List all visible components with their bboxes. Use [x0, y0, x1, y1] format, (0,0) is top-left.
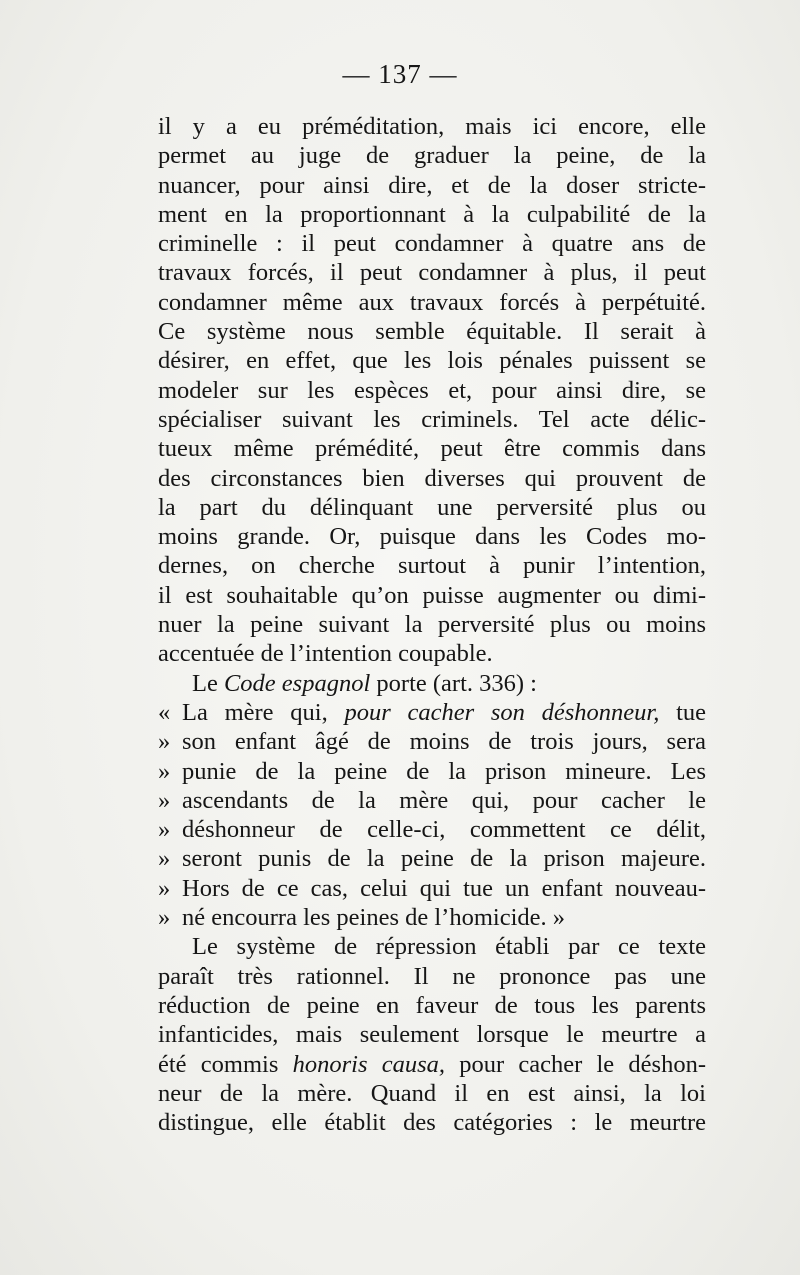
text-segment: des circonstances bien diverses qui prouvent de	[158, 464, 706, 492]
text-segment: il y a eu préméditation, mais ici encore, elle	[158, 113, 706, 140]
text-segment: condamner même aux travaux forcés à perpétuité.	[158, 288, 706, 316]
text-segment: désirer, en effet, que les lois pénales puissent se	[158, 347, 706, 375]
text-segment: distingue, elle établit des catégories : le meurtre	[158, 1109, 706, 1137]
text-segment: travaux forcés, il peut condamner à plus, il peut	[158, 259, 706, 287]
page-number: — 137 —	[342, 59, 458, 89]
text-line	[158, 171, 706, 200]
text-segment: neur de la mère. Quand il en est ainsi, la loi	[158, 1079, 706, 1107]
text-segment: tue	[659, 698, 707, 726]
text-line	[158, 581, 706, 610]
text-line	[158, 376, 706, 405]
text-segment: dernes, on cherche surtout à punir l’intention,	[158, 552, 706, 580]
text-line	[158, 991, 706, 1020]
text-line	[158, 346, 706, 375]
text-line	[158, 844, 706, 873]
text-line	[158, 610, 706, 639]
text-segment: Hors de ce cas, celui qui tue un enfant nouveau-	[182, 874, 706, 902]
text-line	[158, 405, 706, 434]
text-line	[158, 962, 706, 991]
text-segment: né encourra les peines de l’homicide. »	[182, 904, 566, 932]
quote-mark: »	[158, 816, 171, 844]
text-segment: seront punis de la peine de la prison majeure.	[182, 845, 706, 873]
quote-mark: »	[158, 845, 171, 873]
text-segment: porte (art. 336) :	[370, 669, 537, 697]
text-segment: réduction de peine en faveur de tous les parents	[158, 991, 706, 1019]
text-segment: spécialiser suivant les criminels. Tel acte délic-	[158, 405, 706, 433]
text-line	[158, 1108, 706, 1137]
text-line	[158, 464, 706, 493]
text-line	[158, 229, 706, 258]
quote-mark: »	[158, 786, 171, 814]
text-segment: modeler sur les espèces et, pour ainsi dire, se	[158, 376, 706, 404]
text-line	[158, 698, 706, 727]
text-line	[158, 434, 706, 463]
text-segment: tueux même prémédité, peut être commis dans	[158, 435, 706, 463]
quote-mark: »	[158, 728, 171, 756]
text-line	[158, 317, 706, 346]
quote-mark: »	[158, 874, 171, 902]
text-line	[158, 669, 706, 698]
text-line	[158, 258, 706, 287]
quote-mark: »	[158, 757, 171, 785]
quote-mark: »	[158, 904, 171, 932]
text-line	[158, 493, 706, 522]
text-line	[158, 874, 706, 903]
text-segment: paraît très rationnel. Il ne prononce pas une	[158, 962, 706, 990]
text-line	[158, 1020, 706, 1049]
text-line	[158, 112, 706, 141]
text-segment: nuer la peine suivant la perversité plus ou moins	[158, 611, 706, 639]
text-segment: pour cacher le déshon-	[445, 1050, 706, 1078]
text-segment: Le	[192, 669, 224, 697]
text-segment: accentuée de l’intention coupable.	[158, 640, 493, 668]
italic-segment: Code espagnol	[223, 669, 371, 697]
text-segment: La mère qui,	[182, 698, 345, 726]
text-line	[158, 288, 706, 317]
text-segment: infanticides, mais seulement lorsque le meurtre a	[158, 1021, 706, 1049]
text-line	[158, 639, 706, 668]
text-line	[158, 522, 706, 551]
text-segment: déshonneur de celle-ci, commettent ce délit,	[182, 816, 706, 844]
text-line	[158, 1079, 706, 1108]
body-text	[158, 112, 706, 1137]
text-segment: il est souhaitable qu’on puisse augmenter ou dimi-	[158, 581, 706, 609]
text-segment: son enfant âgé de moins de trois jours, sera	[182, 728, 706, 756]
text-segment: Ce système nous semble équitable. Il serait à	[158, 318, 706, 346]
text-line	[158, 141, 706, 170]
italic-segment: pour cacher son déshonneur,	[344, 698, 660, 726]
text-line	[158, 727, 706, 756]
text-segment: punie de la peine de la prison mineure. Les	[182, 757, 706, 785]
text-segment: moins grande. Or, puisque dans les Codes mo-	[158, 523, 706, 551]
text-segment: été commis	[158, 1050, 293, 1078]
text-segment: ment en la proportionnant à la culpabilité de la	[158, 200, 706, 228]
text-line	[158, 932, 706, 961]
text-line	[158, 200, 706, 229]
text-segment: nuancer, pour ainsi dire, et de la doser stricte-	[158, 171, 706, 199]
text-segment: ascendants de la mère qui, pour cacher le	[182, 786, 706, 814]
text-line	[158, 786, 706, 815]
text-segment: permet au juge de graduer la peine, de la	[158, 142, 706, 170]
text-line	[158, 1050, 706, 1079]
text-line	[158, 757, 706, 786]
quote-mark: «	[158, 698, 171, 726]
text-segment: Le système de répression établi par ce texte	[192, 933, 706, 961]
text-line	[158, 903, 706, 932]
text-line	[158, 551, 706, 580]
text-segment: la part du délinquant une perversité plus ou	[158, 493, 706, 521]
italic-segment: honoris causa,	[292, 1050, 445, 1078]
text-line	[158, 815, 706, 844]
text-segment: criminelle : il peut condamner à quatre ans de	[158, 230, 706, 258]
